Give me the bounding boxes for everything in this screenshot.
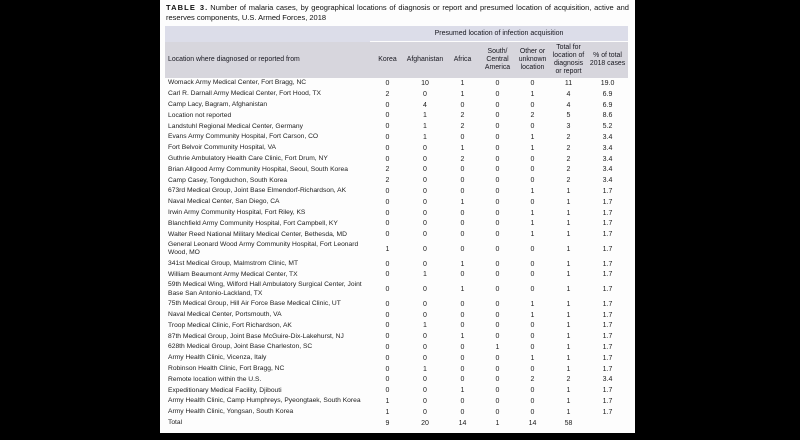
cell-value: 0 <box>495 80 500 88</box>
cell-value: 0 <box>495 188 500 196</box>
table-row <box>165 259 628 270</box>
cell-value: 1 <box>530 231 535 239</box>
cell-value: 0 <box>495 220 500 228</box>
row-label: Robinson Health Clinic, Fort Bragg, NC <box>168 364 285 372</box>
row-label: General Leonard Wood Army Community Hospital, Fort Leonard Wood, MO <box>168 241 359 257</box>
cell-value: 0 <box>460 322 465 330</box>
row-label: Irwin Army Community Hospital, Fort Riley, KS <box>168 209 306 216</box>
cell-value: 0 <box>495 271 500 279</box>
column-header-afghanistan: Afghanistan <box>405 42 445 79</box>
cell-value: 0 <box>385 311 390 319</box>
cell-value: 0 <box>495 408 500 416</box>
cell-value: 3.4 <box>602 144 613 152</box>
cell-value: 1 <box>566 322 571 330</box>
cell-value: 1 <box>423 322 427 330</box>
cell-value: 0 <box>495 322 500 330</box>
cell-value: 4 <box>566 101 571 109</box>
column-header-africa: Africa <box>445 42 480 79</box>
cell-value: 0 <box>423 90 427 98</box>
cell-value: 0 <box>460 408 465 416</box>
cell-value: 4 <box>423 101 427 109</box>
table-row <box>165 407 628 418</box>
cell-value: 0 <box>495 333 500 341</box>
row-label: Guthrie Ambulatory Health Care Clinic, Fort Drum, NY <box>168 155 328 163</box>
cell-value: 1 <box>566 209 571 217</box>
cell-value: 0 <box>530 155 535 163</box>
cell-value: 0 <box>385 271 390 279</box>
cell-value: 1 <box>460 144 465 152</box>
cell-value: 11 <box>564 80 573 88</box>
row-label: William Beaumont Army Medical Center, TX <box>168 270 298 278</box>
cell-value: 0 <box>530 344 535 351</box>
table-row <box>165 186 628 197</box>
cell-value: 0 <box>495 209 500 217</box>
cell-value: 0 <box>495 387 500 395</box>
table-row <box>165 375 628 386</box>
cell-value: 1 <box>530 144 535 152</box>
column-header-row <box>165 42 628 79</box>
table-row <box>165 78 628 89</box>
table-row <box>165 132 628 143</box>
cell-value: 1 <box>423 112 427 120</box>
row-label: Naval Medical Center, Portsmouth, VA <box>168 310 282 318</box>
cell-value: 1.7 <box>602 322 613 330</box>
cell-value: 0 <box>423 260 427 268</box>
cell-value: 1 <box>530 90 535 98</box>
cell-value: 1 <box>566 260 571 268</box>
table-row <box>165 299 628 310</box>
cell-value: 2 <box>566 155 571 163</box>
cell-value: 3.4 <box>602 376 613 384</box>
cell-value: 0 <box>423 344 427 351</box>
row-label: Fort Belvoir Community Hospital, VA <box>168 144 277 152</box>
cell-value: 9 <box>385 419 390 427</box>
cell-value: 0 <box>423 311 427 319</box>
cell-value: 1 <box>460 387 465 395</box>
table-row <box>165 229 628 240</box>
cell-value: 0 <box>423 220 427 228</box>
cell-value: 0 <box>460 344 465 351</box>
cell-value: 0 <box>530 408 535 416</box>
table-row <box>165 89 628 100</box>
row-label: Carl R. Darnall Army Medical Center, Fort Hood, TX <box>168 90 321 98</box>
cell-value: 0 <box>423 188 427 196</box>
table-row <box>165 418 628 429</box>
row-label: Naval Medical Center, San Diego, CA <box>168 198 280 206</box>
cell-value: 0 <box>423 376 427 384</box>
cell-value: 1 <box>566 188 571 196</box>
table-row <box>165 280 628 299</box>
cell-value: 1 <box>385 397 390 405</box>
cell-value: 1.7 <box>602 354 613 362</box>
table-row <box>165 208 628 219</box>
cell-value: 0 <box>495 90 500 98</box>
cell-value: 1 <box>566 387 571 395</box>
cell-value: 3.4 <box>602 134 613 142</box>
cell-value: 0 <box>530 387 535 395</box>
table-row <box>165 143 628 154</box>
cell-value: 1 <box>566 311 571 319</box>
cell-value: 1 <box>566 231 571 239</box>
row-label: Troop Medical Clinic, Fort Richardson, AK <box>168 321 292 329</box>
cell-value: 14 <box>458 419 467 427</box>
cell-value: 0 <box>530 80 535 88</box>
cell-value: 0 <box>495 245 500 253</box>
cell-value: 0 <box>495 397 500 405</box>
cell-value: 1 <box>566 408 571 416</box>
column-header-percent: % of total 2018 cases <box>587 42 628 79</box>
cell-value: 1.7 <box>602 300 613 308</box>
cell-value: 0 <box>385 387 390 395</box>
cell-value: 1 <box>530 311 535 319</box>
cell-value: 1 <box>495 419 500 427</box>
cell-value: 1 <box>460 198 465 206</box>
table-title-label: TABLE 3. <box>166 3 209 12</box>
cell-value: 0 <box>385 101 390 109</box>
cell-value: 1.7 <box>602 188 613 196</box>
cell-value: 0 <box>530 198 535 206</box>
cell-value: 1 <box>566 286 571 294</box>
cell-value: 0 <box>495 198 500 206</box>
cell-value: 1.7 <box>602 286 613 294</box>
cell-value: 0 <box>423 300 427 308</box>
cell-value: 1 <box>423 134 427 142</box>
cell-value: 0 <box>460 245 465 253</box>
cell-value: 0 <box>423 209 427 217</box>
table-row <box>165 219 628 230</box>
cell-value: 0 <box>423 286 427 294</box>
cell-value: 1 <box>566 344 571 351</box>
cell-value: 1 <box>566 397 571 405</box>
cell-value: 0 <box>385 220 390 228</box>
cell-value: 3.4 <box>602 166 613 174</box>
cell-value: 1 <box>423 271 427 279</box>
column-header-other-unknown: Other or unknown location <box>515 42 550 79</box>
group-header-row <box>165 26 628 42</box>
cell-value: 0 <box>423 166 427 174</box>
row-label: Walter Reed National Military Medical Center, Bethesda, MD <box>168 230 347 238</box>
cell-value: 0 <box>385 344 390 351</box>
table-row <box>165 331 628 342</box>
table-row <box>165 197 628 208</box>
cell-value: 1.7 <box>602 333 613 341</box>
row-label: Expeditionary Medical Facility, Djibouti <box>168 386 282 394</box>
cell-value: 0 <box>495 144 500 152</box>
cell-value: 6.9 <box>602 90 613 98</box>
cell-value: 1.7 <box>602 344 613 351</box>
cell-value: 3 <box>566 123 571 131</box>
cell-value: 0 <box>495 123 500 131</box>
row-label: 75th Medical Group, Hill Air Force Base Medical Clinic, UT <box>168 300 341 308</box>
cell-value: 2 <box>385 166 390 174</box>
cell-value: 0 <box>530 333 535 341</box>
cell-value: 0 <box>423 177 427 185</box>
table-row <box>165 121 628 132</box>
cell-value: 1.7 <box>602 408 613 416</box>
cell-value: 0 <box>495 286 500 294</box>
cell-value: 1.7 <box>602 365 613 373</box>
row-label: Brian Allgood Army Community Hospital, Seoul, South Korea <box>168 165 348 173</box>
cell-value: 1 <box>460 90 465 98</box>
malaria-cases-table <box>165 26 628 428</box>
cell-value: 0 <box>495 134 500 142</box>
cell-value: 0 <box>495 311 500 319</box>
row-label: Army Health Clinic, Vicenza, Italy <box>168 354 267 362</box>
row-label: Total <box>168 418 183 426</box>
cell-value: 2 <box>566 166 571 174</box>
table-row <box>165 396 628 407</box>
table-row <box>165 385 628 396</box>
cell-value: 0 <box>385 354 390 362</box>
cell-value: 1 <box>566 354 571 362</box>
cell-value: 1 <box>530 209 535 217</box>
cell-value: 0 <box>460 376 465 384</box>
cell-value: 0 <box>460 188 465 196</box>
cell-value: 0 <box>460 397 465 405</box>
cell-value: 0 <box>460 134 465 142</box>
cell-value: 0 <box>385 260 390 268</box>
cell-value: 0 <box>495 112 500 120</box>
cell-value: 1 <box>385 245 390 253</box>
row-label: Army Health Clinic, Yongsan, South Korea <box>168 408 294 416</box>
table-title <box>166 3 629 22</box>
row-label: Landstuhl Regional Medical Center, Germany <box>168 122 303 130</box>
cell-value: 2 <box>566 134 571 142</box>
table-row <box>165 165 628 176</box>
cell-value: 0 <box>423 198 427 206</box>
cell-value: 1 <box>566 220 571 228</box>
cell-value: 1 <box>566 245 571 253</box>
cell-value: 0 <box>460 101 465 109</box>
cell-value: 0 <box>385 134 390 142</box>
cell-value: 2 <box>566 177 571 185</box>
table-row <box>165 364 628 375</box>
cell-value: 1.7 <box>602 220 613 228</box>
cell-value: 1.7 <box>602 209 613 217</box>
cell-value: 0 <box>423 231 427 239</box>
cell-value: 2 <box>530 376 535 384</box>
cell-value: 19.0 <box>600 80 615 88</box>
cell-value: 0 <box>530 245 535 253</box>
table-row <box>165 353 628 364</box>
cell-value: 0 <box>530 177 535 185</box>
column-header-korea: Korea <box>370 42 405 79</box>
table-body <box>165 78 628 428</box>
cell-value: 0 <box>530 166 535 174</box>
cell-value: 2 <box>460 112 465 120</box>
row-label: Camp Casey, Tongduchon, South Korea <box>168 176 288 184</box>
cell-value: 1.7 <box>602 397 613 405</box>
cell-value: 1 <box>566 300 571 308</box>
table-row <box>165 154 628 165</box>
cell-value: 0 <box>423 333 427 341</box>
cell-value: 0 <box>423 408 427 416</box>
row-label: 87th Medical Group, Joint Base McGuire-Dix-Lakehurst, NJ <box>168 332 344 340</box>
cell-value: 20 <box>421 419 429 427</box>
cell-value: 1.7 <box>602 311 613 319</box>
cell-value: 1 <box>460 80 465 88</box>
cell-value: 0 <box>385 209 390 217</box>
cell-value: 0 <box>385 376 390 384</box>
cell-value: 1 <box>530 354 535 362</box>
cell-value: 0 <box>423 397 427 405</box>
cell-value: 1 <box>566 271 571 279</box>
row-label: 673rd Medical Group, Joint Base Elmendorf-Richardson, AK <box>168 187 347 195</box>
cell-value: 0 <box>530 286 535 294</box>
cell-value: 2 <box>385 90 390 98</box>
cell-value: 0 <box>495 177 500 185</box>
cell-value: 0 <box>495 376 500 384</box>
document-page <box>160 0 635 433</box>
cell-value: 1 <box>495 344 500 351</box>
group-header-cell: Presumed location of infection acquisition <box>370 26 628 42</box>
cell-value: 0 <box>385 198 390 206</box>
row-label: 341st Medical Group, Malmstrom Clinic, MT <box>168 259 299 267</box>
cell-value: 0 <box>460 177 465 185</box>
table-row <box>165 310 628 321</box>
cell-value: 0 <box>385 123 390 131</box>
cell-value: 2 <box>460 155 465 163</box>
cell-value: 1 <box>530 300 535 308</box>
table-row <box>165 321 628 332</box>
cell-value: 0 <box>530 365 535 373</box>
cell-value: 0 <box>423 387 427 395</box>
cell-value: 0 <box>385 112 390 120</box>
cell-value: 0 <box>495 260 500 268</box>
cell-value: 0 <box>460 354 465 362</box>
cell-value: 0 <box>495 354 500 362</box>
table-row <box>165 100 628 111</box>
table-row <box>165 240 628 259</box>
cell-value: 1 <box>460 333 465 341</box>
cell-value: 2 <box>530 112 535 120</box>
column-header-south-central-america: South/ Central America <box>480 42 515 79</box>
table-header <box>165 26 628 78</box>
cell-value: 1.7 <box>602 387 613 395</box>
cell-value: 0 <box>385 300 390 308</box>
cell-value: 0 <box>530 123 535 131</box>
row-label: Evans Army Community Hospital, Fort Carson, CO <box>168 133 319 141</box>
cell-value: 0 <box>423 144 427 152</box>
row-label: 628th Medical Group, Joint Base Charleston, SC <box>168 343 313 351</box>
row-label: Womack Army Medical Center, Fort Bragg, NC <box>168 79 307 87</box>
cell-value: 1 <box>385 408 390 416</box>
cell-value: 1 <box>460 260 465 268</box>
cell-value: 2 <box>460 123 465 131</box>
cell-value: 5.2 <box>602 123 613 131</box>
cell-value: 2 <box>566 144 571 152</box>
cell-value: 0 <box>423 245 427 253</box>
cell-value: 0 <box>385 80 390 88</box>
cell-value: 1 <box>423 365 427 373</box>
cell-value: 14 <box>528 419 537 427</box>
cell-value: 0 <box>495 155 500 163</box>
cell-value: 0 <box>460 365 465 373</box>
cell-value: 0 <box>385 231 390 239</box>
cell-value: 0 <box>495 101 500 109</box>
cell-value <box>587 418 628 429</box>
cell-value: 0 <box>385 155 390 163</box>
cell-value: 0 <box>385 188 390 196</box>
cell-value: 0 <box>385 322 390 330</box>
cell-value: 0 <box>530 101 535 109</box>
cell-value: 6.9 <box>602 101 613 109</box>
cell-value: 1.7 <box>602 260 613 268</box>
cell-value: 58 <box>564 419 573 427</box>
cell-value: 0 <box>385 286 390 294</box>
row-label: Army Health Clinic, Camp Humphreys, Pyeongtaek, South Korea <box>168 397 361 405</box>
row-label: 59th Medical Wing, Wilford Hall Ambulatory Surgical Center, Joint Base San Antonio-Lackland, TX <box>168 281 362 297</box>
cell-value: 1 <box>566 198 571 206</box>
row-label: Remote location within the U.S. <box>168 375 262 383</box>
cell-value: 1 <box>460 286 465 294</box>
cell-value: 0 <box>460 300 465 308</box>
cell-value: 0 <box>495 166 500 174</box>
cell-value: 2 <box>385 177 390 185</box>
cell-value: 0 <box>423 354 427 362</box>
row-label: Camp Lacy, Bagram, Afghanistan <box>168 101 268 109</box>
row-label: Blanchfield Army Community Hospital, Fort Campbell, KY <box>168 219 338 227</box>
cell-value: 0 <box>460 166 465 174</box>
row-label: Location not reported <box>168 111 232 119</box>
column-header-total: Total for location of diagnosis or report <box>550 42 587 79</box>
cell-value: 0 <box>460 220 465 228</box>
group-header-spacer <box>165 26 370 42</box>
cell-value: 0 <box>495 300 500 308</box>
cell-value: 4 <box>566 90 571 98</box>
table-row <box>165 175 628 186</box>
cell-value: 0 <box>423 155 427 163</box>
cell-value: 0 <box>530 260 535 268</box>
cell-value: 1 <box>566 333 571 341</box>
cell-value: 0 <box>460 311 465 319</box>
table-title-text: Number of malaria cases, by geographical locations of diagnosis or report and presumed location of acquisition, active and reserves components, U.S. Armed Forces, 2018 <box>166 3 629 22</box>
cell-value: 1 <box>530 220 535 228</box>
cell-value: 3.4 <box>602 155 613 163</box>
cell-value: 1 <box>566 365 571 373</box>
table-row <box>165 270 628 281</box>
cell-value: 0 <box>385 144 390 152</box>
cell-value: 1.7 <box>602 271 613 279</box>
cell-value: 0 <box>495 231 500 239</box>
cell-value: 10 <box>421 80 429 88</box>
table-row <box>165 111 628 122</box>
cell-value: 0 <box>530 322 535 330</box>
cell-value: 0 <box>385 333 390 341</box>
cell-value: 1.7 <box>602 231 613 239</box>
cell-value: 2 <box>566 376 571 384</box>
cell-value: 1 <box>423 123 427 131</box>
cell-value: 8.6 <box>602 112 613 120</box>
cell-value: 0 <box>530 397 535 405</box>
cell-value: 0 <box>385 365 390 373</box>
cell-value: 0 <box>495 365 500 373</box>
cell-value: 0 <box>460 209 465 217</box>
cell-value: 5 <box>566 112 571 120</box>
cell-value: 0 <box>460 231 465 239</box>
cell-value: 1.7 <box>602 198 613 206</box>
cell-value: 1.7 <box>602 245 613 253</box>
cell-value: 1 <box>530 188 535 196</box>
cell-value: 3.4 <box>602 177 613 185</box>
column-header-location: Location where diagnosed or reported from <box>165 42 370 79</box>
cell-value: 0 <box>460 271 465 279</box>
cell-value: 1 <box>530 134 535 142</box>
table-row <box>165 342 628 353</box>
cell-value: 0 <box>530 271 535 279</box>
